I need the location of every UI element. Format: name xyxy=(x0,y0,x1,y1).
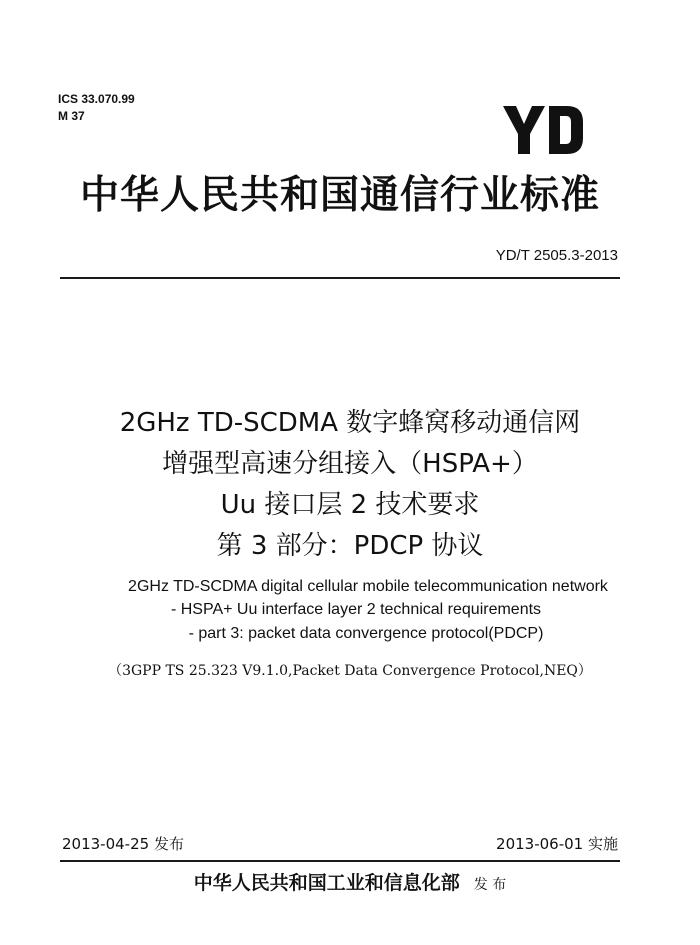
reference-note: （3GPP TS 25.323 V9.1.0,Packet Data Convergence Protocol,NEQ） xyxy=(108,663,592,679)
header-divider xyxy=(60,277,620,279)
issuer-name: 中华人民共和国工业和信息化部 xyxy=(193,872,460,894)
en-title-line-2: - HSPA+ Uu interface layer 2 technical requirements xyxy=(170,601,542,618)
cn-title-line-2: 增强型高速分组接入（HSPA+） xyxy=(162,449,538,479)
cn-title-line-3: Uu 接口层 2 技术要求 xyxy=(220,490,480,520)
implement-date: 2013-06-01 实施 xyxy=(496,835,618,853)
cn-title-line-4: 第 3 部分：PDCP 协议 xyxy=(216,531,484,561)
ics-number: ICS 33.070.99 xyxy=(58,92,135,106)
issuer xyxy=(0,870,700,898)
en-title-line-3: - part 3: packet data convergence protocol(PDCP) xyxy=(188,625,544,642)
issue-date: 2013-04-25 发布 xyxy=(62,835,184,853)
standard-code: YD/T 2505.3-2013 xyxy=(495,247,618,264)
standard-title: 中华人民共和国通信行业标准 xyxy=(79,173,600,218)
classification-code: M 37 xyxy=(58,109,85,123)
en-title-line-1: 2GHz TD-SCDMA digital cellular mobile telecommunication network xyxy=(128,578,608,595)
yd-logo xyxy=(503,106,583,156)
cn-title-line-1: 2GHz TD-SCDMA 数字蜂窝移动通信网 xyxy=(119,408,581,438)
footer-divider xyxy=(60,860,620,862)
issuer-suffix: 发 布 xyxy=(473,877,507,893)
